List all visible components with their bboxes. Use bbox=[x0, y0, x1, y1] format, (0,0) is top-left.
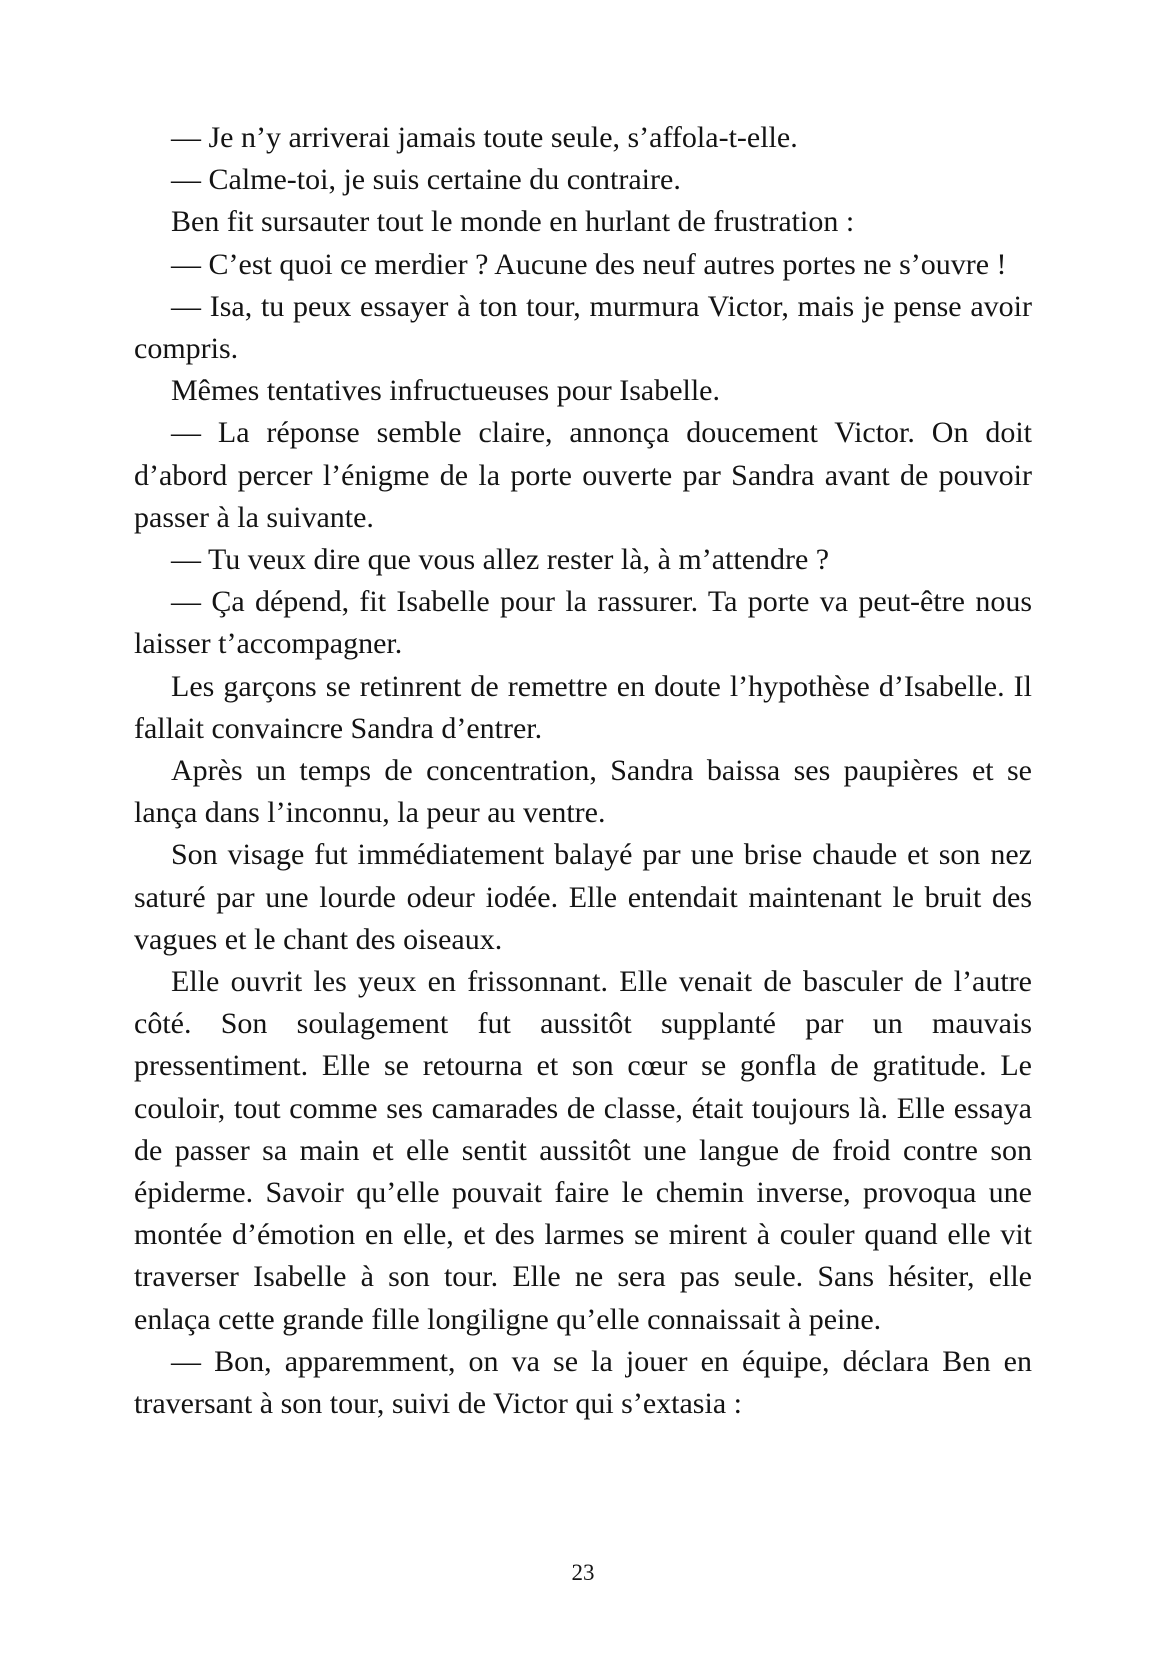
paragraph: — Calme-toi, je suis certaine du contraire. bbox=[171, 163, 681, 197]
paragraph: Ben fit sursauter tout le monde en hurlant de frustration : bbox=[171, 205, 855, 239]
paragraph: Son visage fut immédiatement balayé par une brise chaude et son nez saturé par une lourde odeur iodée. Elle entendait maintenant le bruit des vagues et le chant des oiseaux. bbox=[134, 838, 1032, 956]
paragraph: Après un temps de concentration, Sandra baissa ses paupières et se lança dans l’inconnu, la peur au ventre. bbox=[134, 754, 1032, 830]
paragraph: — Tu veux dire que vous allez rester là, à m’attendre ? bbox=[171, 543, 830, 577]
paragraph: — La réponse semble claire, annonça doucement Victor. On doit d’abord percer l’énigme de la porte ouverte par Sandra avant de pouvoir passer à la suivante. bbox=[134, 416, 1032, 534]
paragraph: — Isa, tu peux essayer à ton tour, murmura Victor, mais je pense avoir compris. bbox=[134, 289, 1032, 366]
body-text bbox=[134, 117, 1032, 1425]
paragraph: — Bon, apparemment, on va se la jouer en équipe, déclara Ben en traversant à son tour, suivi de Victor qui s’extasia : bbox=[134, 1344, 1032, 1421]
paragraph: — Je n’y arriverai jamais toute seule, s’affola-t-elle. bbox=[171, 121, 798, 154]
page-number: 23 bbox=[571, 1560, 595, 1585]
paragraph: Elle ouvrit les yeux en frissonnant. Elle venait de basculer de l’autre côté. Son soulagement fut aussitôt supplanté par un mauvais pressentiment. Elle se retourna et son cœur se gonfla de gratitude. Le couloir, tout comme ses camarades de classe, était toujours là. Elle essaya de passer sa main et elle sentit aussitôt une langue de froid contre son épiderme. Savoir qu’elle pouvait faire le chemin inverse, provoqua une montée d’émotion en elle, et des larmes se mirent à couler quand elle vit traverser Isabelle à son tour. Elle ne sera pas seule. Sans hésiter, elle enlaça cette grande fille longiligne qu’elle connaissait à peine. bbox=[134, 965, 1032, 1336]
paragraph: — C’est quoi ce merdier ? Aucune des neuf autres portes ne s’ouvre ! bbox=[171, 247, 1007, 281]
paragraph: Les garçons se retinrent de remettre en doute l’hypothèse d’Isabelle. Il fallait convaincre Sandra d’entrer. bbox=[134, 669, 1032, 745]
paragraph: Mêmes tentatives infructueuses pour Isabelle. bbox=[171, 374, 720, 408]
paragraph: — Ça dépend, fit Isabelle pour la rassurer. Ta porte va peut-être nous laisser t’accompagner. bbox=[134, 585, 1032, 661]
